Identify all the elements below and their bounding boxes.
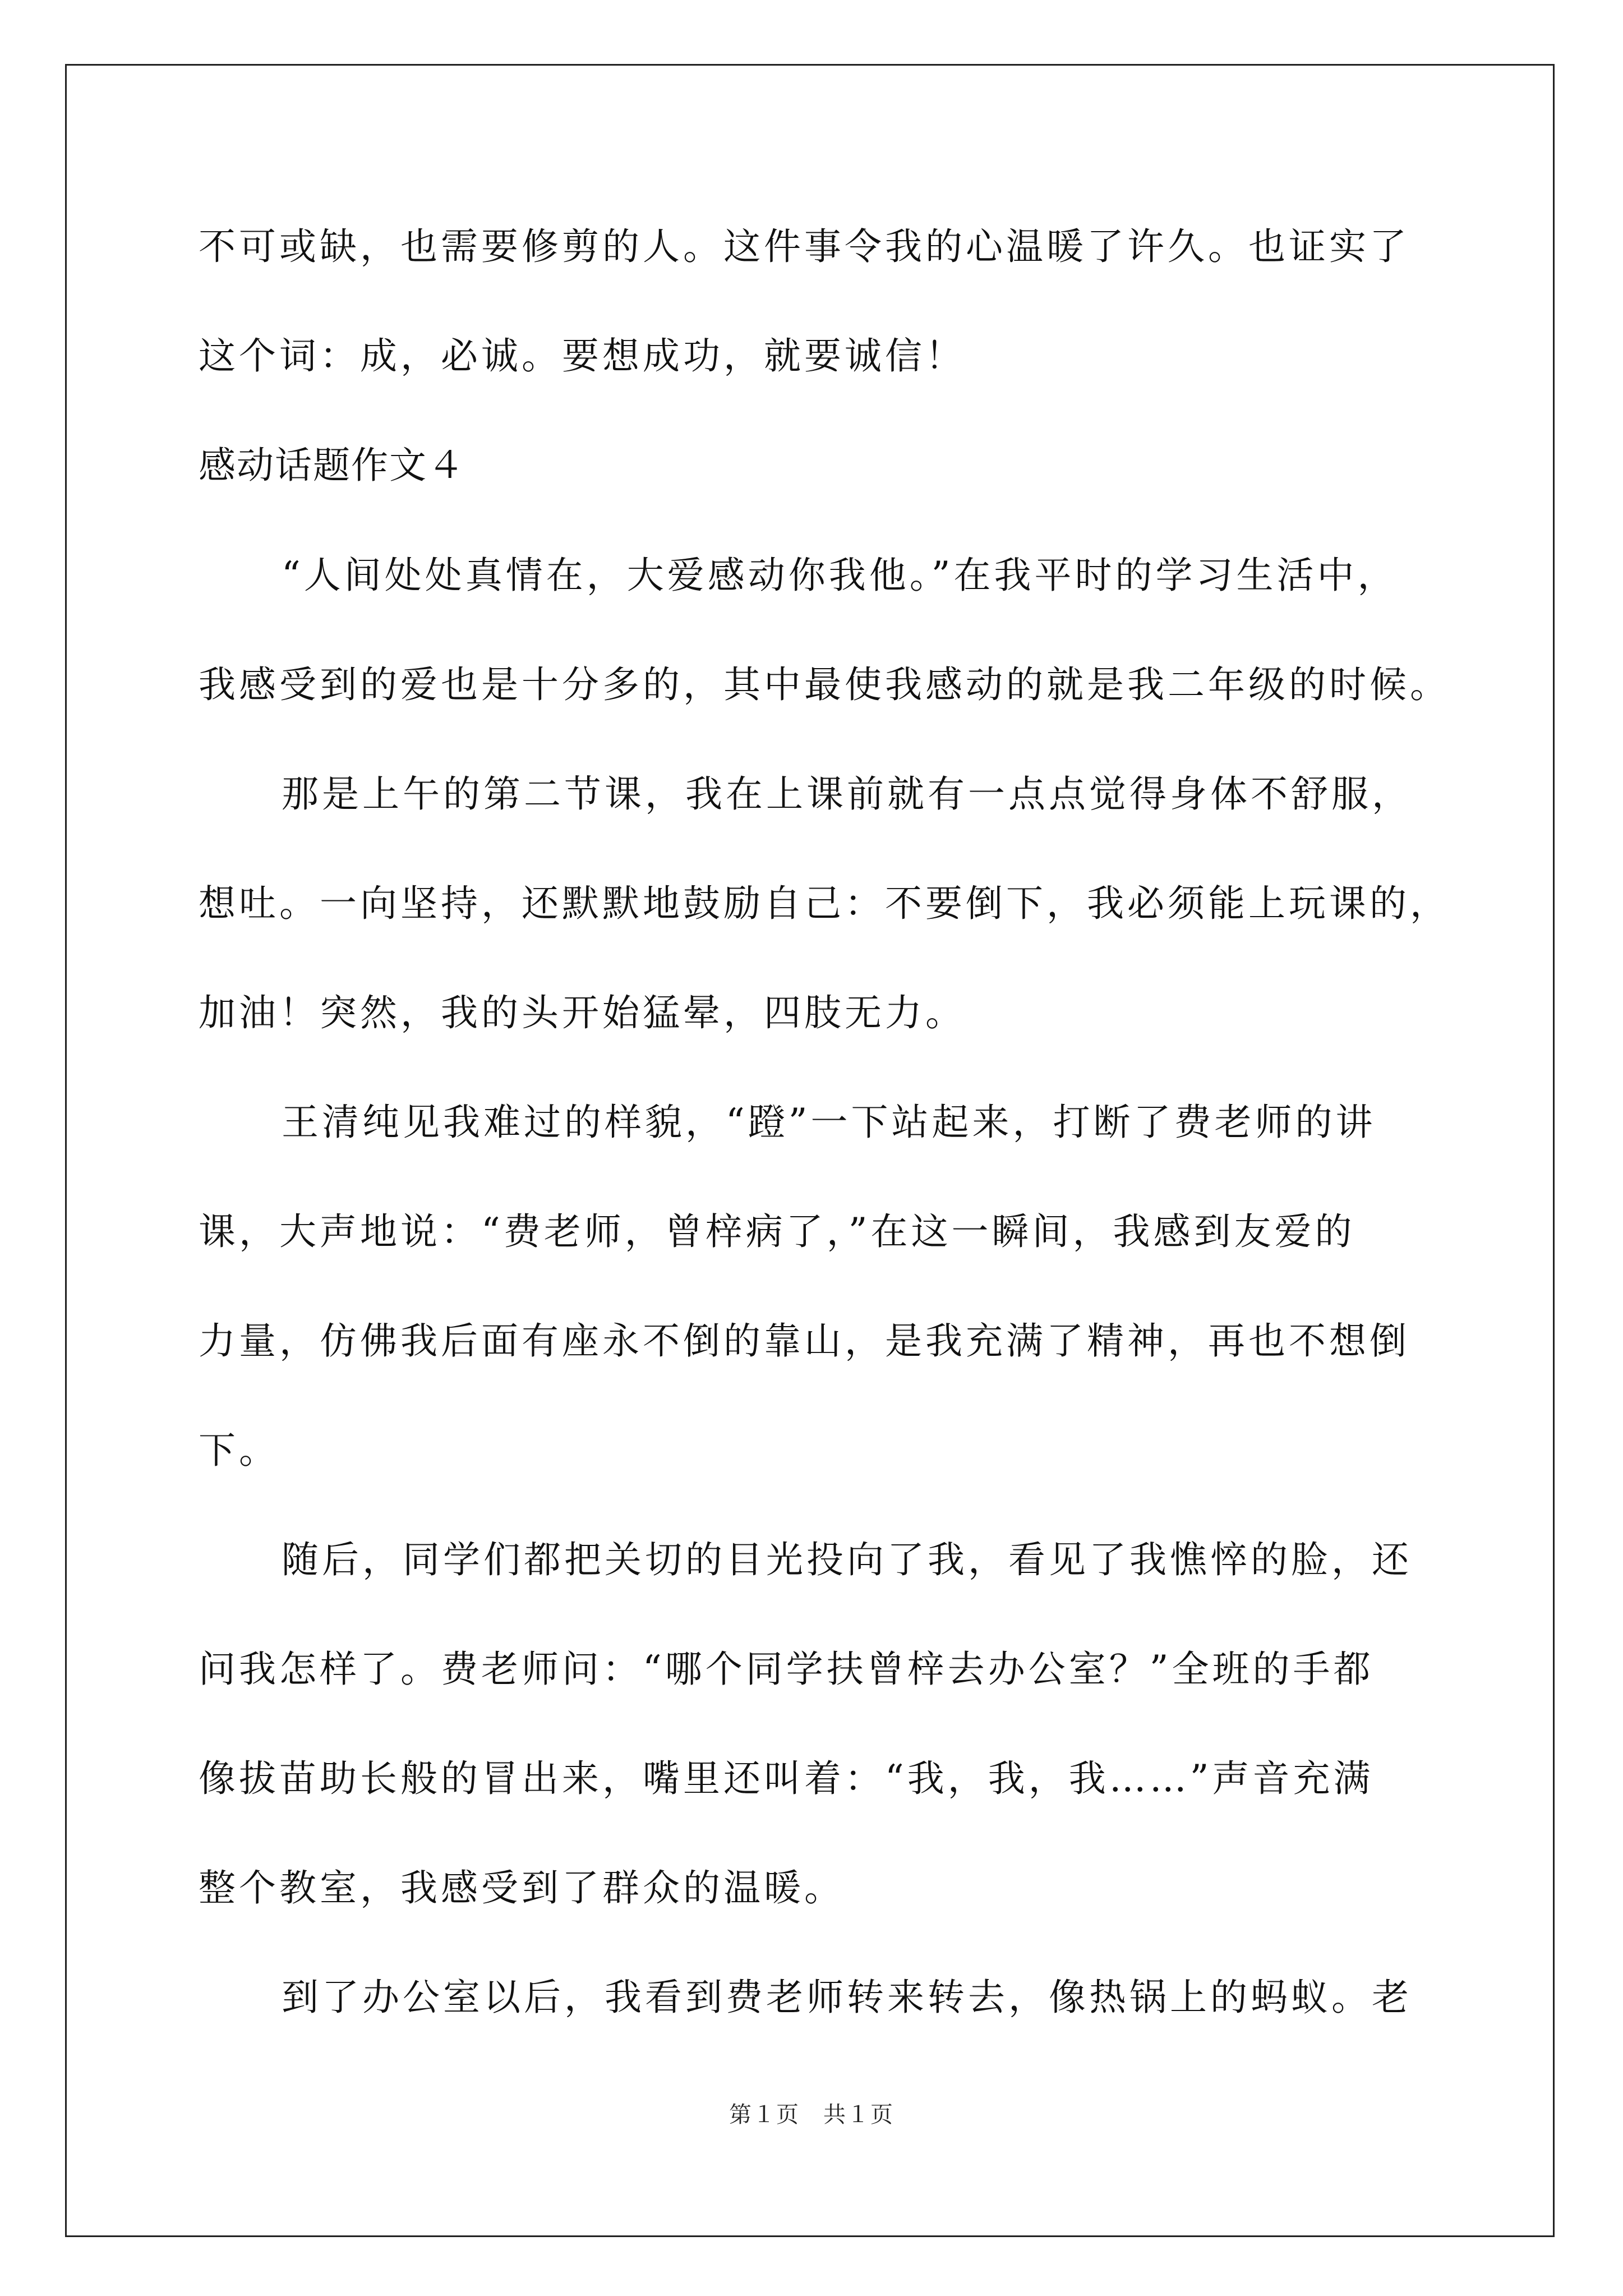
text-line: 我感受到的爱也是十分多的，其中最使我感动的就是我二年级的时候。 [199, 663, 1450, 706]
paragraph-first-line: 到了办公室以后，我看到费老师转来转去，像热锅上的蚂蚁。老 [282, 1976, 1412, 2019]
text-line: 加油！突然，我的头开始猛晕，四肢无力。 [199, 991, 966, 1034]
text-line: 不可或缺，也需要修剪的人。这件事令我的心温暖了许久。也证实了 [199, 225, 1410, 268]
text-line: 这个词：成，必诚。要想成功，就要诚信！ [199, 334, 966, 378]
text-line: 课，大声地说：“费老师，曾梓病了，”在这一瞬间，我感到友爱的 [199, 1210, 1355, 1253]
paragraph-first-line: “人间处处真情在，大爱感动你我他。”在我平时的学习生活中， [282, 554, 1398, 597]
text-line: 想吐。一向坚持，还默默地鼓励自己：不要倒下，我必须能上玩课的， [199, 882, 1450, 925]
text-line: 下。 [199, 1429, 279, 1472]
paragraph-first-line: 随后，同学们都把关切的目光投向了我，看见了我憔悴的脸，还 [282, 1538, 1412, 1581]
paragraph-first-line: 王清纯见我难过的样貌，“蹬”一下站起来，打断了费老师的讲 [282, 1101, 1376, 1144]
page-footer: 第１页 共１页 [729, 2102, 894, 2128]
text-line: 像拔苗助长般的冒出来，嘴里还叫着：“我，我，我……”声音充满 [199, 1757, 1374, 1800]
text-line: 整个教室，我感受到了群众的温暖。 [199, 1866, 845, 1910]
text-line: 问我怎样了。费老师问：“哪个同学扶曾梓去办公室？”全班的手都 [199, 1648, 1374, 1691]
paragraph-first-line: 那是上午的第二节课，我在上课前就有一点点觉得身体不舒服， [282, 772, 1412, 816]
page-border [65, 64, 1555, 2237]
text-line: 力量，仿佛我后面有座永不倒的靠山，是我充满了精神，再也不想倒 [199, 1319, 1410, 1363]
section-heading: 感动话题作文４ [199, 444, 465, 487]
